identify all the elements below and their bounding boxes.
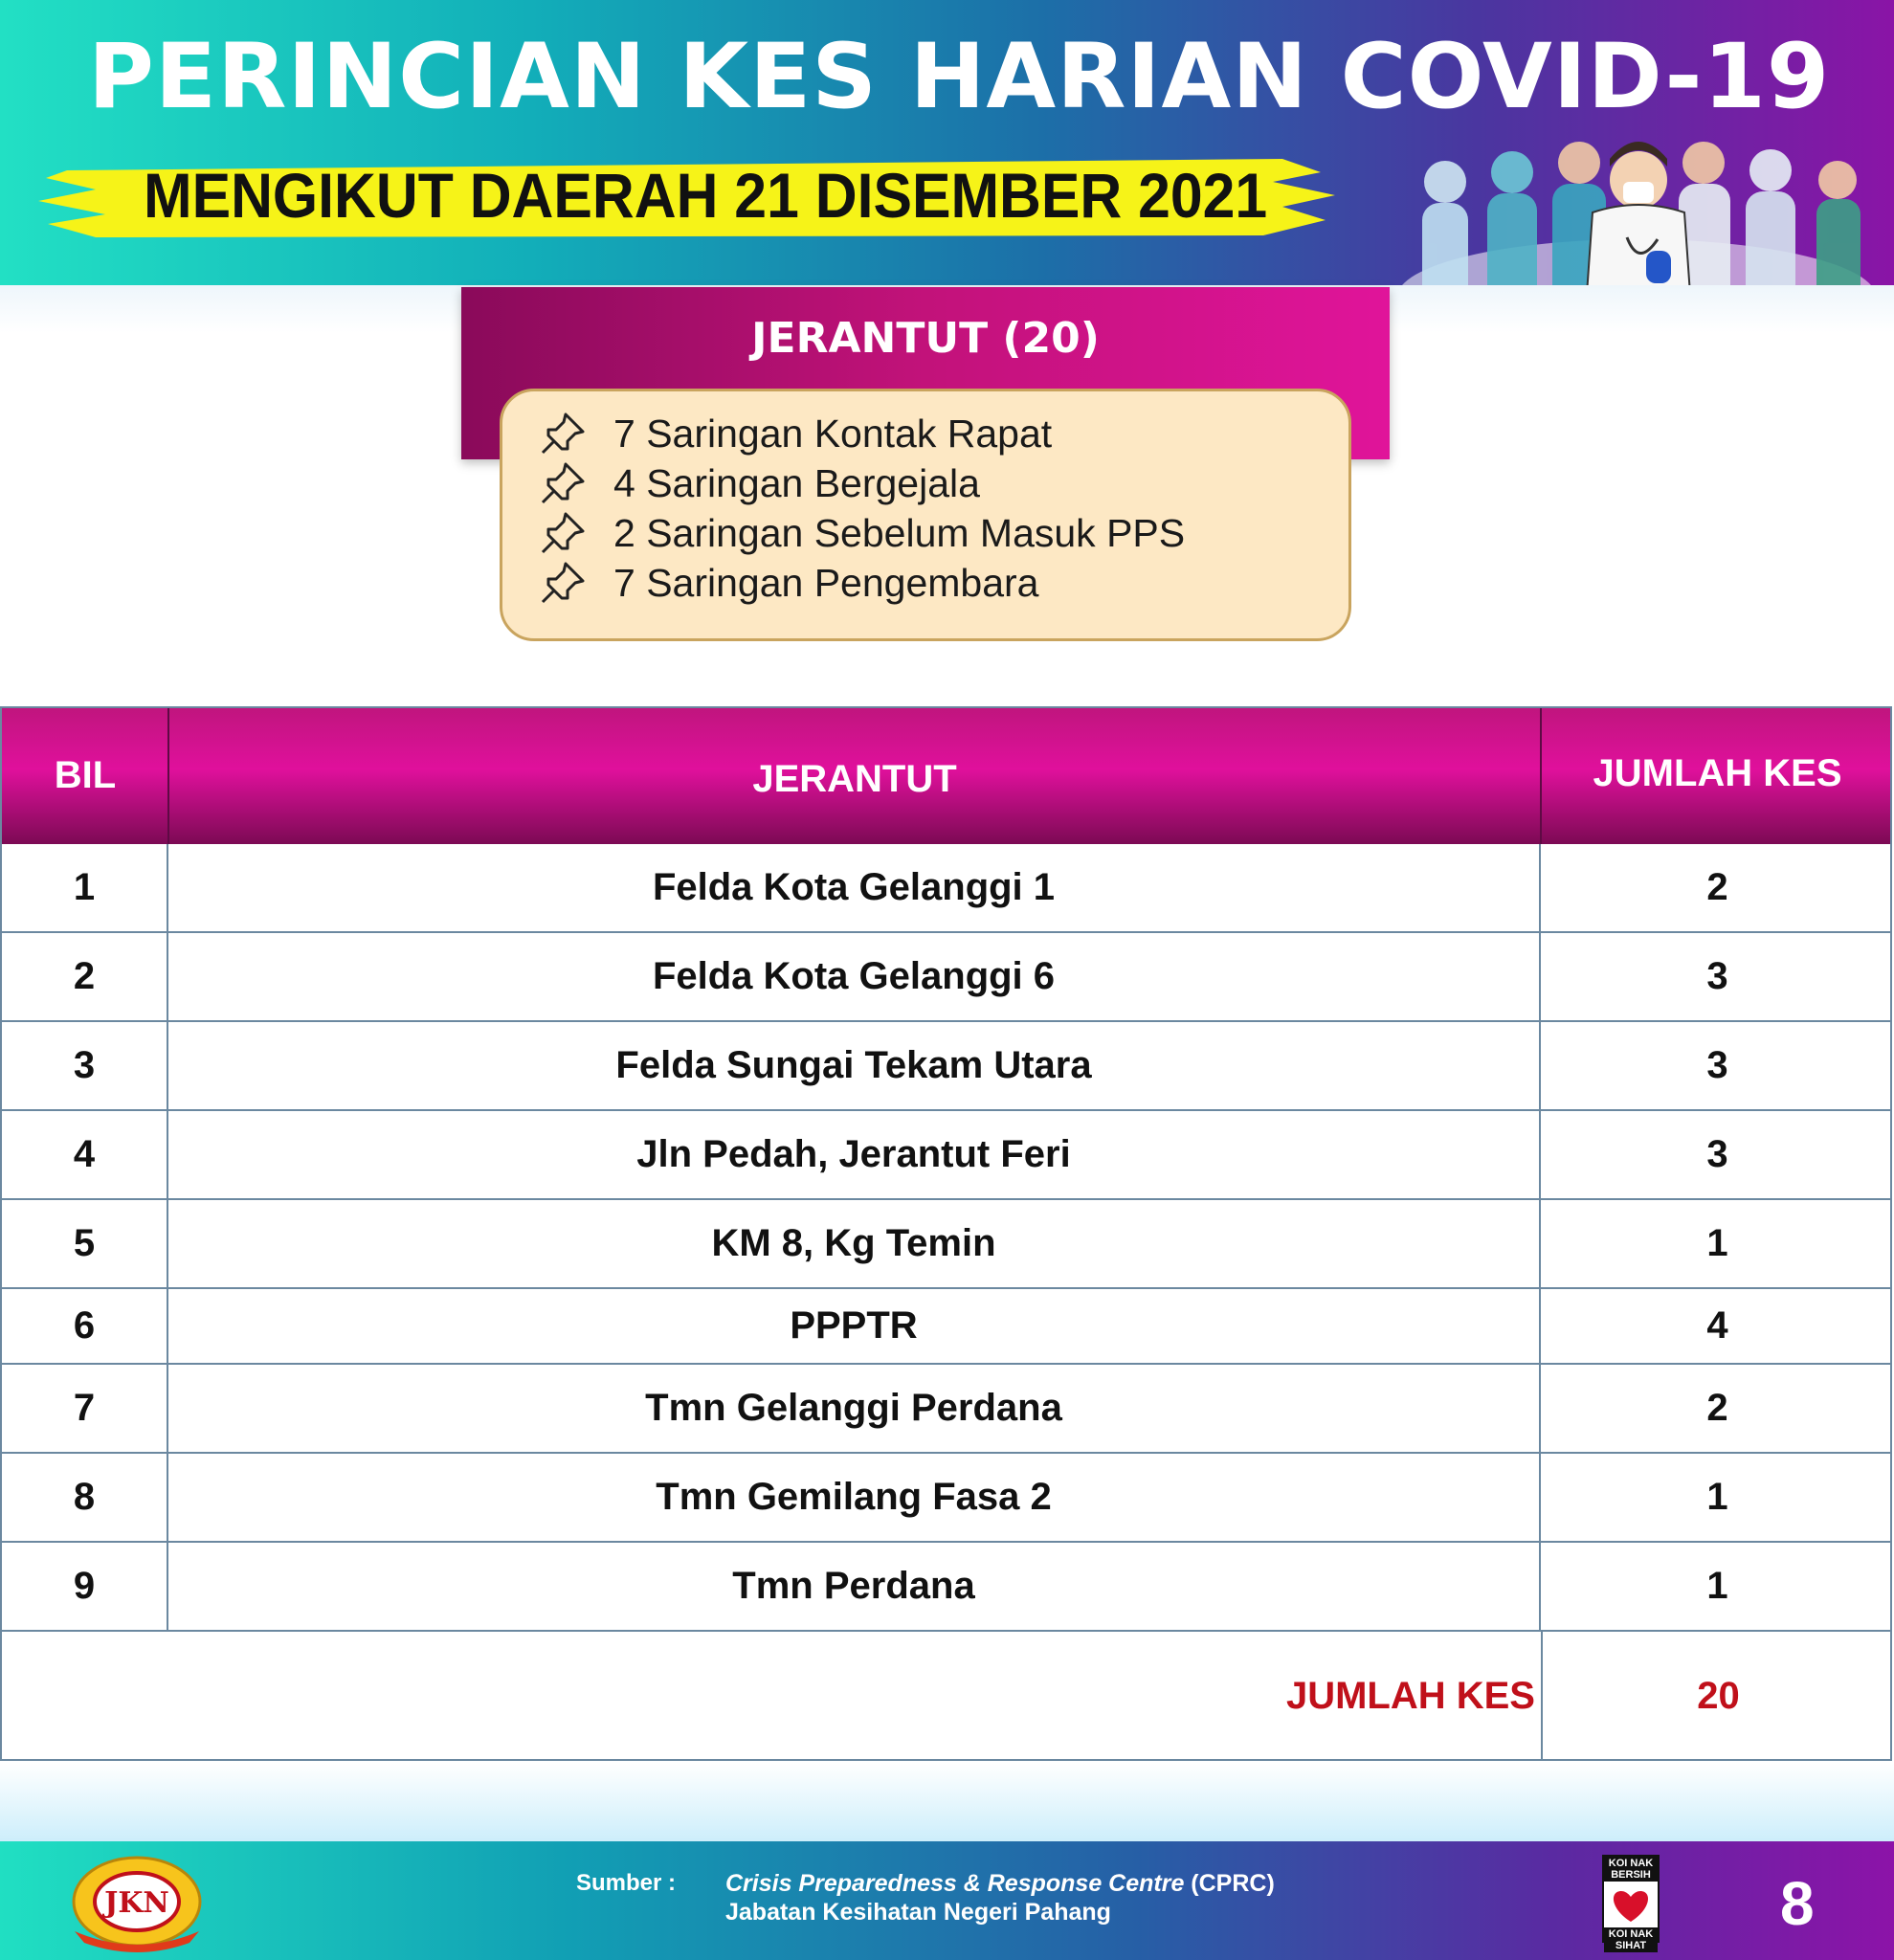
cell-cases: 1 — [1706, 1565, 1728, 1607]
cell-location: KM 8, Kg Temin — [168, 1200, 1541, 1287]
jkn-logo-text: JKN — [104, 1886, 169, 1920]
cell-bil: 3 — [2, 1022, 168, 1109]
total-label: JUMLAH KES — [1285, 1674, 1535, 1717]
table-row — [2, 1200, 1890, 1289]
table-row — [2, 1543, 1890, 1632]
cell-cases: 3 — [1706, 1133, 1728, 1175]
table-row — [2, 1022, 1890, 1111]
cell-location: Felda Kota Gelanggi 1 — [168, 844, 1541, 931]
table-header — [2, 708, 1890, 844]
screening-summary-box — [500, 389, 1351, 641]
cell-bil: 1 — [2, 844, 168, 931]
heart-icon — [1604, 1882, 1658, 1927]
cell-location: PPPTR — [168, 1289, 1541, 1363]
cell-bil: 5 — [2, 1200, 168, 1287]
cell-bil: 2 — [2, 933, 168, 1020]
cell-cases: 2 — [1706, 1387, 1728, 1429]
source-organization — [725, 1870, 1275, 1898]
cell-bil: 4 — [2, 1111, 168, 1198]
table-total-row — [2, 1631, 1890, 1761]
summary-item — [537, 409, 1348, 458]
page-title: PERINCIAN KES HARIAN COVID-19 — [88, 25, 1831, 129]
pushpin-icon — [537, 510, 587, 556]
cell-bil: 6 — [2, 1289, 168, 1363]
koi-bottom-text: KOI NAK SIHAT — [1604, 1927, 1658, 1952]
cell-location: Jln Pedah, Jerantut Feri — [168, 1111, 1541, 1198]
column-header-bil: BIL — [54, 754, 117, 796]
jkn-emblem-logo — [56, 1851, 218, 1952]
cell-location: Tmn Perdana — [168, 1543, 1541, 1630]
source-department: Jabatan Kesihatan Negeri Pahang — [725, 1899, 1111, 1926]
source-org-name: Crisis Preparedness & Response Centre — [725, 1870, 1185, 1897]
summary-text: 7 Saringan Kontak Rapat — [613, 411, 1053, 456]
district-title: JERANTUT (20) — [751, 314, 1100, 363]
cell-cases: 1 — [1706, 1222, 1728, 1264]
koi-nak-sihat-logo — [1602, 1855, 1660, 1951]
cell-location: Felda Kota Gelanggi 6 — [168, 933, 1541, 1020]
pushpin-icon — [537, 411, 587, 457]
table-row — [2, 1454, 1890, 1543]
cell-bil: 8 — [2, 1454, 168, 1541]
footer-bar — [0, 1841, 1894, 1960]
cell-cases: 1 — [1706, 1476, 1728, 1518]
source-label: Sumber : — [576, 1870, 677, 1896]
cell-cases: 2 — [1706, 866, 1728, 908]
bottom-glow — [0, 1763, 1894, 1841]
koi-top-text: KOI NAK BERSIH — [1604, 1857, 1658, 1882]
table-row — [2, 1111, 1890, 1200]
cell-cases: 4 — [1706, 1304, 1728, 1347]
summary-item — [537, 458, 1348, 508]
cell-bil: 9 — [2, 1543, 168, 1630]
column-header-cases: JUMLAH KES — [1593, 752, 1842, 794]
table-body — [2, 844, 1890, 1632]
summary-item — [537, 508, 1348, 558]
total-value: 20 — [1541, 1631, 1894, 1761]
source-org-abbr: (CPRC) — [1184, 1870, 1275, 1897]
cell-bil: 7 — [2, 1365, 168, 1452]
summary-text: 2 Saringan Sebelum Masuk PPS — [613, 510, 1186, 555]
table-row — [2, 1365, 1890, 1454]
summary-text: 4 Saringan Bergejala — [613, 460, 980, 505]
column-header-location: JERANTUT — [752, 758, 957, 800]
pushpin-icon — [537, 460, 587, 506]
header-banner — [0, 0, 1894, 285]
cell-cases: 3 — [1706, 1044, 1728, 1086]
table-row — [2, 1289, 1890, 1365]
page-subtitle: MENGIKUT DAERAH 21 DISEMBER 2021 — [144, 160, 1268, 231]
cell-location: Felda Sungai Tekam Utara — [168, 1022, 1541, 1109]
table-row — [2, 844, 1890, 933]
table-row — [2, 933, 1890, 1022]
cases-table — [0, 706, 1892, 1761]
cell-location: Tmn Gelanggi Perdana — [168, 1365, 1541, 1452]
cell-cases: 3 — [1706, 955, 1728, 997]
cell-location: Tmn Gemilang Fasa 2 — [168, 1454, 1541, 1541]
page-number: 8 — [1780, 1869, 1815, 1938]
pushpin-icon — [537, 560, 587, 606]
summary-item — [537, 558, 1348, 608]
summary-text: 7 Saringan Pengembara — [613, 560, 1039, 605]
